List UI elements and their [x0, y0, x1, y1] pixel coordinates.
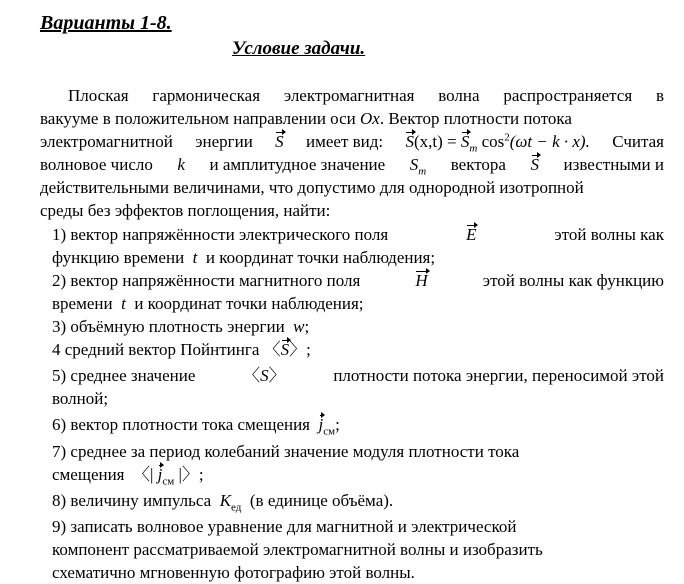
intro-line-5: действительными величинами, что допустимо для однородной изотропной	[40, 178, 584, 197]
list-item: 9) записать волновое уравнение для магнитной и электрической компонент рассматриваемой электромагнитной волны и изобразить схематично мгновенную фотографию этой волны.	[52, 517, 543, 582]
list-item: 6) вектор плотности тока смещения $j_{см}$;	[52, 415, 340, 438]
list-item: 7) среднее за период колебаний значение модуля плотности тока смещения 〈| $j_{см}$ |〉;	[52, 442, 520, 488]
intro-line-2: вакууме в положительном направлении оси Ox. Вектор плотности потока	[40, 109, 572, 128]
displacement-current-symbol: $j_{см}$	[318, 415, 336, 438]
electric-field-symbol: E	[466, 225, 477, 244]
mean-current-modulus-symbol: 〈| $j_{см}$ |〉	[133, 465, 199, 488]
poynting-vector-symbol: S	[275, 132, 284, 151]
condition-heading: Условие задачи.	[232, 38, 366, 59]
mean-flux-symbol: 〈S〉	[243, 366, 286, 385]
list-item: 5) среднее значение 〈S〉 плотности потока энергии, переносимой этой волной;	[52, 366, 664, 408]
intro-paragraph	[40, 84, 664, 222]
intro-line-6: среды без эффектов поглощения, найти:	[40, 201, 331, 220]
list-item: 8) величину импульса $K_{ед}$ (в единице объёма).	[52, 491, 394, 514]
intro-line-3: электромагнитной энергии S имеет вид: $S(x,t) = S_m$ $\cos^2(\omega t - k \cdot x)$. Считая	[40, 131, 664, 155]
energy-density-symbol: w	[293, 317, 305, 336]
vector-s-symbol: S	[530, 155, 540, 174]
list-item: 3) объёмную плотность энергии w;	[52, 317, 310, 336]
intro-line-4: волновое число k и амплитудное значение $S_m$ вектора S известными и	[40, 155, 664, 178]
mean-poynting-symbol: 〈S〉	[263, 340, 307, 359]
list-item: 2) вектор напряжённости магнитного поля H этой волны как функцию времени t и координат точки наблюдения;	[52, 271, 664, 313]
task-list	[52, 223, 664, 584]
magnetic-field-symbol: H	[415, 271, 428, 290]
amplitude-symbol: $S_m$	[409, 155, 427, 178]
variants-heading: Варианты 1-8.	[40, 12, 172, 34]
intro-line-1: Плоская гармоническая электромагнитная волна распространяется в	[68, 86, 664, 105]
momentum-symbol: $K_{ед}$	[219, 491, 242, 514]
wave-number-symbol: k	[177, 155, 185, 174]
list-item: 4 средний вектор Пойнтинга 〈S〉;	[52, 340, 311, 359]
axis-symbol: Ox	[360, 109, 380, 128]
list-item: 1) вектор напряжённости электрического поля E этой волны как функцию времени t и координат точки наблюдения;	[52, 225, 664, 267]
poynting-formula: $S(x,t) = S_m$ $\cos^2(\omega t - k \cdot x)$.	[405, 131, 590, 155]
